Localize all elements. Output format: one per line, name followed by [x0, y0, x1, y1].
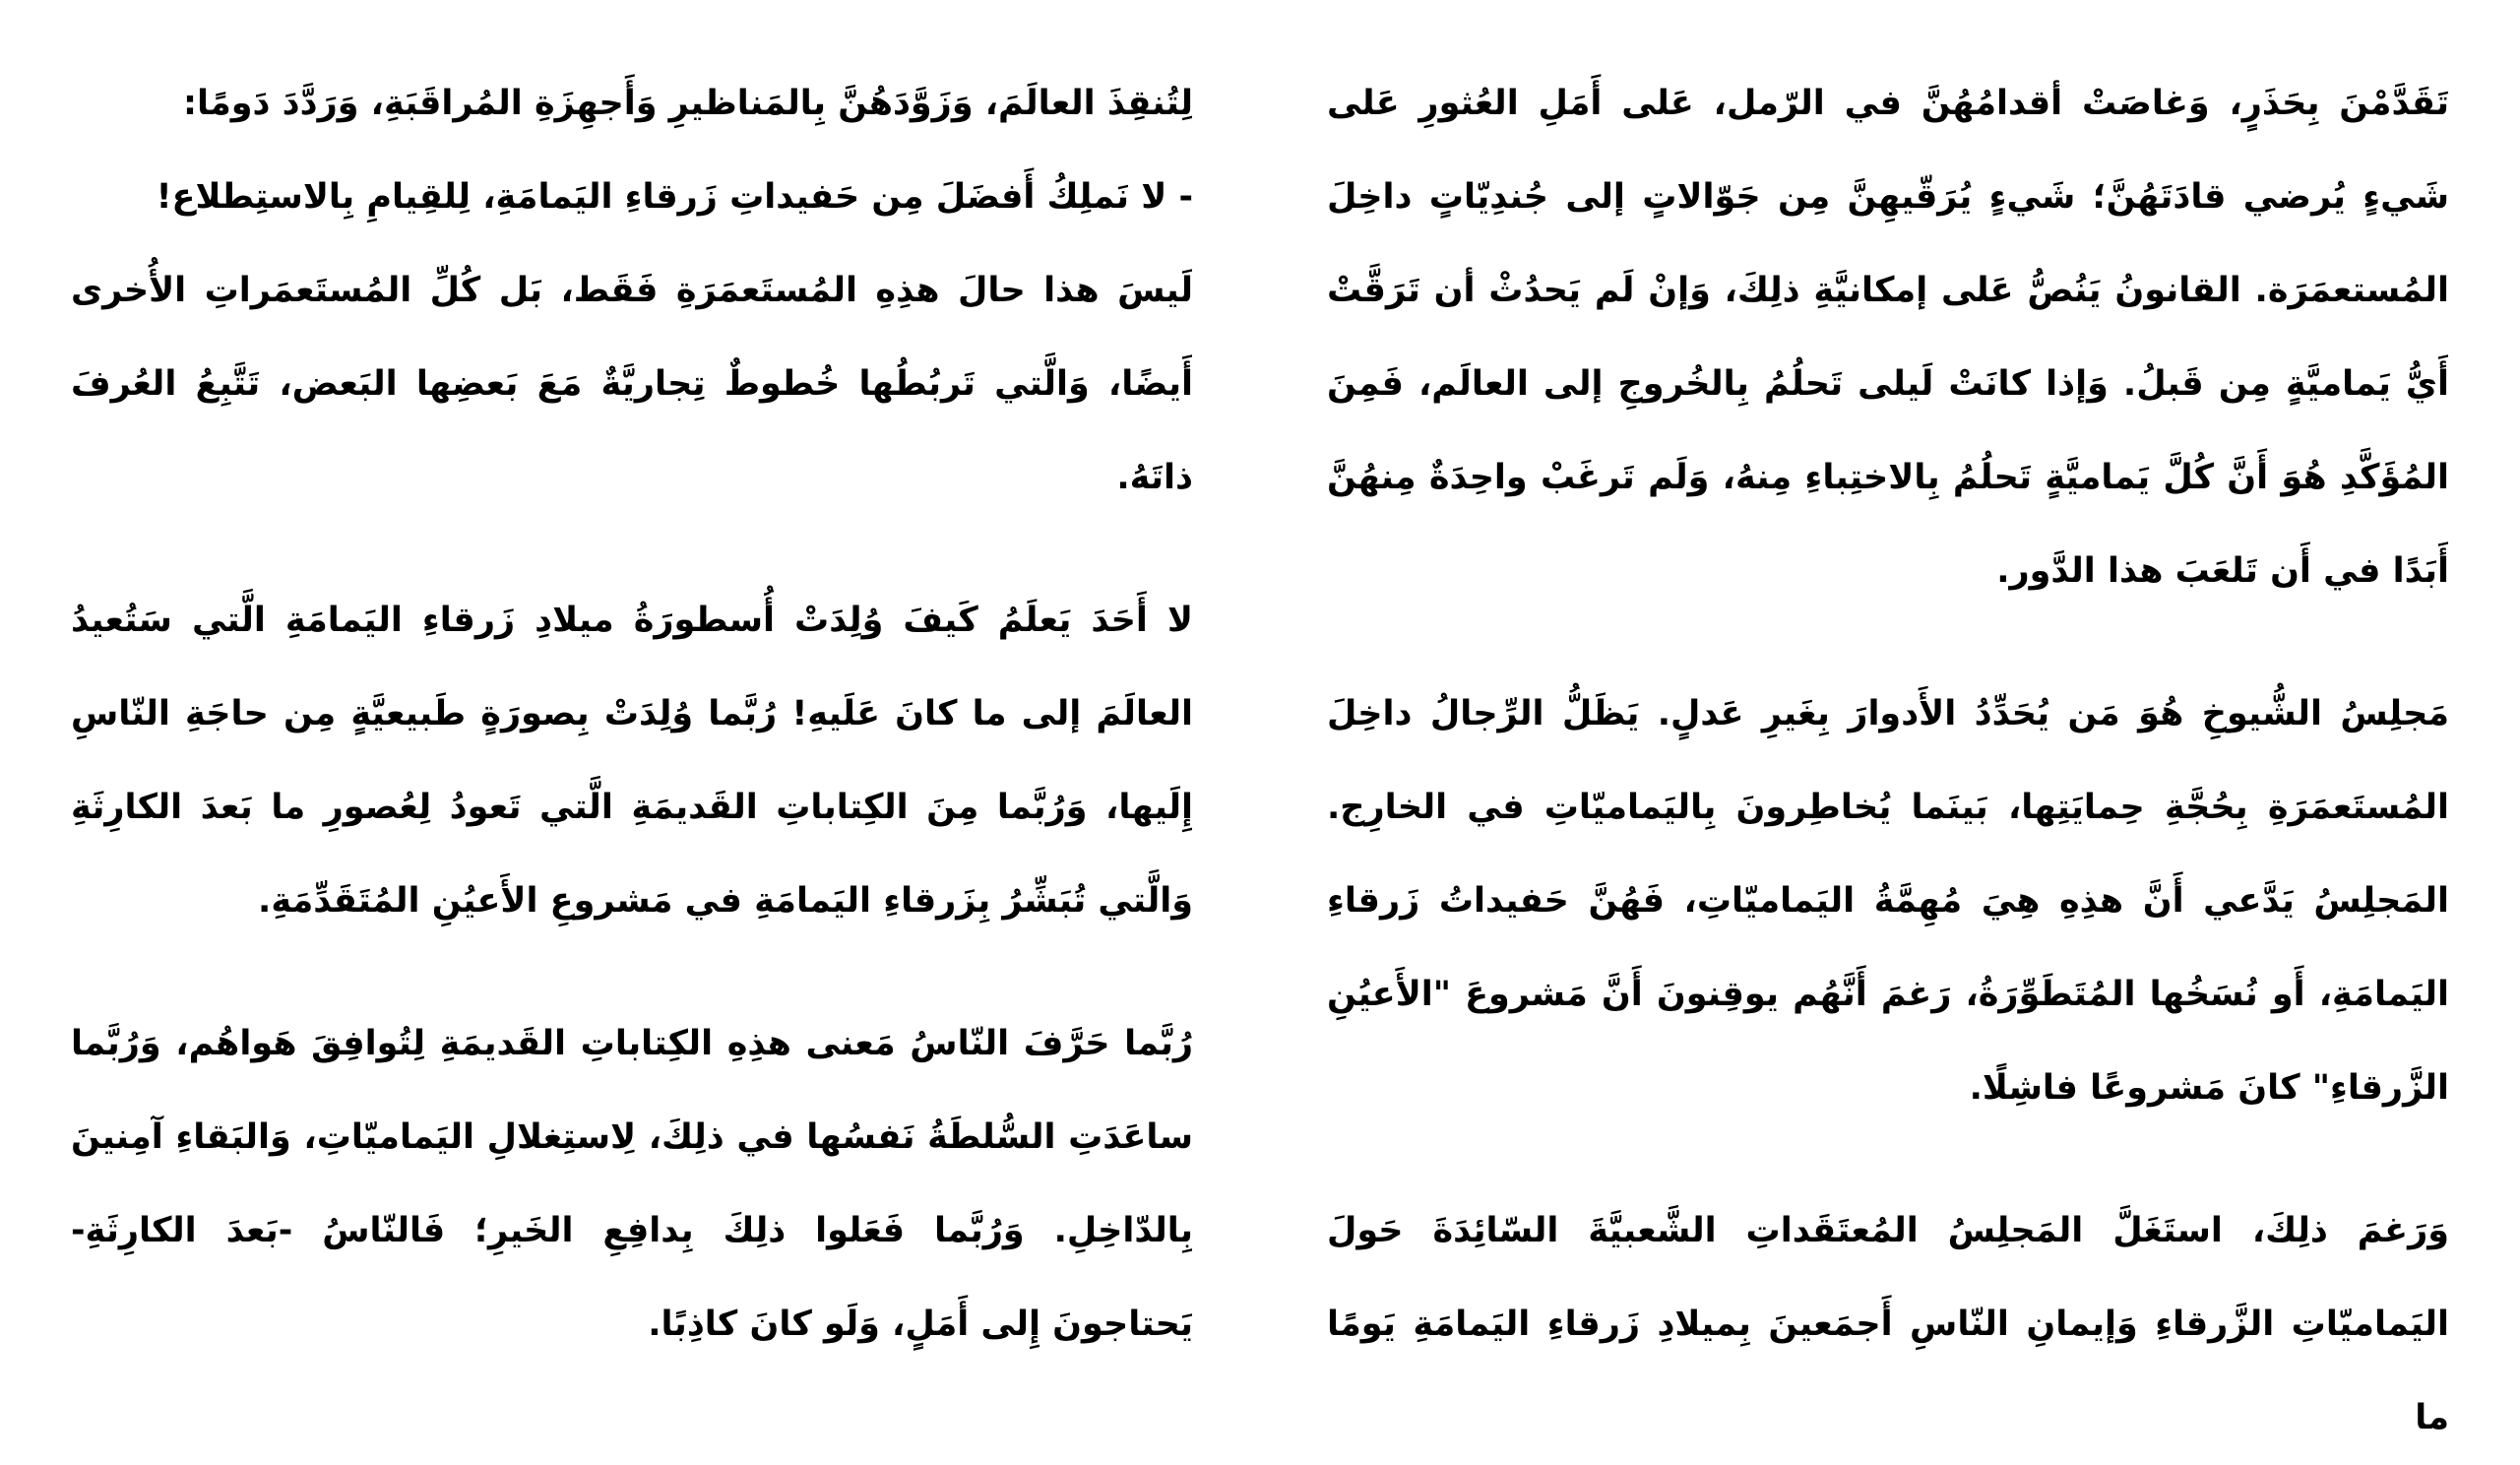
left-column [71, 57, 1193, 1367]
left-paragraph-2: لَيسَ هذا حالَ هذِهِ المُستَعمَرَةِ فَقَط، بَل كُلِّ المُستَعمَراتِ الأُخرى أَيضًا، وَالَّتي تَربُطُها خُطوطٌ تِجاريَّةٌ مَعَ بَعضِها البَعض، تَتَّبِعُ العُرفَ ذاتَهُ. [71, 271, 1193, 497]
right-paragraph-2: مَجلِسُ الشُّيوخِ هُوَ مَن يُحَدِّدُ الأَدوارَ بِغَيرِ عَدلٍ. يَظَلُّ الرِّجالُ داخِلَ المُستَعمَرَةِ بِحُجَّةِ حِمايَتِها، بَينَما يُخاطِرونَ بِاليَماميّاتِ في الخارِج. المَجلِسُ يَدَّعي أَنَّ هذِهِ هِيَ مُهِمَّةُ اليَماميّاتِ، فَهُنَّ حَفيداتُ زَرقاءِ اليَمامَةِ، أَو نُسَخُها المُتَطَوِّرَةُ، رَغمَ أَنَّهُم يوقِنونَ أَنَّ مَشروعَ "الأَعيُنِ الزَّرقاءِ" كانَ مَشروعًا فاشِلًا. [1327, 694, 2449, 1108]
left-paragraph-4: رُبَّما حَرَّفَ النّاسُ مَعنى هذِهِ الكِتاباتِ القَديمَةِ لِتُوافِقَ هَواهُم، وَرُبَّما ساعَدَتِ السُّلطَةُ نَفسُها في ذلِكَ، لِاستِغلالِ اليَماميّاتِ، وَالبَقاءِ آمِنينَ بِالدّاخِلِ. وَرُبَّما فَعَلوا ذلِكَ بِدافِعِ الخَيرِ؛ فَالنّاسُ -بَعدَ الكارِثَةِ- يَحتاجونَ إِلى أَمَلٍ، وَلَو كانَ كاذِبًا. [71, 1024, 1193, 1344]
book-spread [71, 57, 2449, 1437]
left-paragraph-3: لا أَحَدَ يَعلَمُ كَيفَ وُلِدَتْ أُسطورَةُ ميلادِ زَرقاءِ اليَمامَةِ الَّتي سَتُعيدُ العالَمَ إلى ما كانَ عَلَيهِ! رُبَّما وُلِدَتْ بِصورَةٍ طَبيعيَّةٍ مِن حاجَةِ النّاسِ إِلَيها، وَرُبَّما مِنَ الكِتاباتِ القَديمَةِ الَّتي تَعودُ لِعُصورِ ما بَعدَ الكارِثَةِ وَالَّتي تُبَشِّرُ بِزَرقاءِ اليَمامَةِ في مَشروعِ الأَعيُنِ المُتَقَدِّمَةِ. [71, 601, 1193, 921]
right-paragraph-3: وَرَغمَ ذلِكَ، استَغَلَّ المَجلِسُ المُعتَقَداتِ الشَّعبيَّةَ السّائِدَةَ حَولَ اليَماميّاتِ الزَّرقاءِ وَإيمانِ النّاسِ أَجمَعينَ بِميلادِ زَرقاءِ اليَمامَةِ يَومًا ما [1327, 1211, 2449, 1437]
right-column [1327, 57, 2449, 1437]
left-dialogue-line: - لا نَملِكُ أَفضَلَ مِن حَفيداتِ زَرقاءِ اليَمامَةِ، لِلقِيامِ بِالاستِطلاع! [156, 177, 1193, 217]
right-paragraph-1: تَقَدَّمْنَ بِحَذَرٍ، وَغاصَتْ أقدامُهُنَّ في الرّمل، عَلى أَمَلِ العُثورِ عَلى شَيءٍ يُرضي قادَتَهُنَّ؛ شَيءٍ يُرَقّيهِنَّ مِن جَوّالاتٍ إلى جُندِيّاتٍ داخِلَ المُستعمَرَة. القانونُ يَنُصُّ عَلى إمكانيَّةِ ذلِكَ، وَإنْ لَم يَحدُثْ أن تَرَقَّتْ أَيُّ يَماميَّةٍ مِن قَبلُ. وَإذا كانَتْ لَيلى تَحلُمُ بِالخُروجِ إلى العالَم، فَمِنَ المُؤَكَّدِ هُوَ أَنَّ كُلَّ يَماميَّةٍ تَحلُمُ بِالاختِباءِ مِنهُ، وَلَم تَرغَبْ واحِدَةٌ مِنهُنَّ أَبَدًا في أَن تَلعَبَ هذا الدَّور. [1327, 84, 2449, 591]
left-paragraph-1: لِتُنقِذَ العالَمَ، وَزَوَّدَهُنَّ بِالمَناظيرِ وَأَجهِزَةِ المُراقَبَةِ، وَرَدَّدَ دَومًا: [182, 84, 1193, 123]
